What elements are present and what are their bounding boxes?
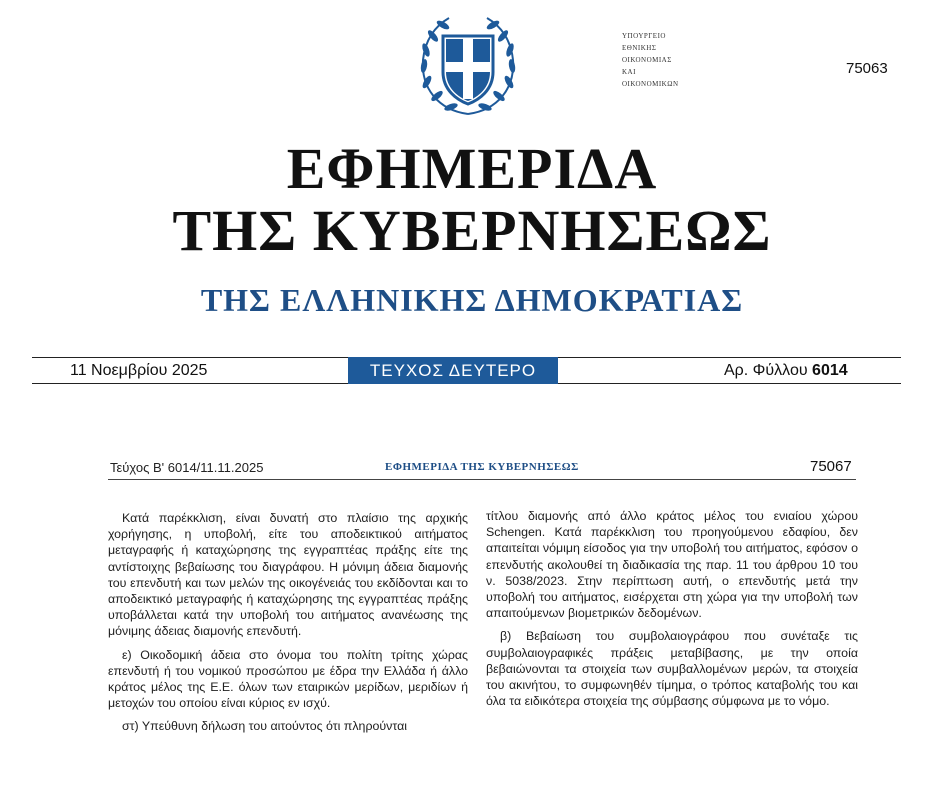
running-header-page-number: 75067: [810, 458, 852, 475]
running-header-issue: Τεύχος Β' 6014/11.11.2025: [110, 460, 264, 475]
issue-date: 11 Νοεμβρίου 2025: [70, 362, 208, 379]
ministry-name: [622, 30, 679, 90]
ministry-line: ΚΑΙ: [622, 68, 636, 76]
paragraph: στ) Υπεύθυνη δήλωση του αιτούντος ότι πληρούνται: [122, 719, 407, 734]
ministry-line: ΟΙΚΟΝΟΜΙΚΩΝ: [622, 80, 679, 88]
text-column-right: [486, 508, 858, 716]
sheet-number-label: Αρ. Φύλλου: [724, 362, 808, 379]
issue-series-badge: ΤΕΥΧΟΣ ΔΕΥΤΕΡΟ: [348, 357, 558, 384]
greek-emblem-icon: [413, 10, 523, 120]
sheet-number-value: 6014: [812, 362, 848, 379]
paragraph: ε) Οικοδομική άδεια στο όνομα του πολίτη τρίτης χώρας επενδυτή ή του νομικού προσώπου με έδρα την Ελλάδα ή άλλο κράτος μέλος της Ε.Ε. όλων των εταιρικών μερίδων, μεριδίων ή μετοχών του οποίου είναι κύριος εν ισχύ.: [108, 647, 468, 711]
running-header-title: ΕΦΗΜΕΡΙΔΑ ΤΗΣ ΚΥΒΕΡΝΗΣΕΩΣ: [385, 461, 579, 473]
running-header-rule: [108, 479, 856, 480]
paragraph: Κατά παρέκκλιση, είναι δυνατή στο πλαίσιο της αρχικής χορήγησης, η υποβολή, είτε του αποδεικτικού αιτήματος μεταγραφής ή καταχώρησης της εγγραπτέας πράξης είτε της αντίστοιχης βεβαίωσης του διαγράφου. Η μόνιμη άδεια διαμονής του επενδυτή και των μελών της οικογένειάς του εκδίδονται και το αποδεικτικό μεταγραφής ή καταχώρησης της εγγραπτέας πράξης υποβάλλεται κατά την υποβολή του αιτήματος ανανέωσης της μόνιμης άδειας διαμονής επενδυτή.: [108, 511, 468, 639]
ministry-line: ΥΠΟΥΡΓΕΙΟ: [622, 32, 666, 40]
paragraph: β) Βεβαίωση του συμβολαιογράφου που συνέταξε τις συμβολαιογραφικές πράξεις μεταβίβασης, με την οποία βεβαιώνονται τα στοιχεία των συμβαλλομένων μερών, τα στοιχεία του ακινήτου, το συμφωνηθέν τίμημα, ο τρόπος καταβολής του και όλα τα ειδικότερα στοιχεία της σύμβασης σύμφωνα με το νόμο.: [486, 629, 858, 709]
sheet-number: [724, 361, 848, 381]
ministry-line: ΕΘΝΙΚΗΣ: [622, 44, 657, 52]
text-column-left: [108, 510, 468, 742]
masthead-title-line2: ΤΗΣ ΚΥΒΕΡΝΗΣΕΩΣ: [172, 198, 772, 263]
masthead-subtitle: ΤΗΣ ΕΛΛΗΝΙΚΗΣ ΔΗΜΟΚΡΑΤΙΑΣ: [200, 282, 744, 318]
paragraph: τίτλου διαμονής από άλλο κράτος μέλος του ενιαίου χώρου Schengen. Κατά παρέκκλιση του προηγούμενου εδαφίου, δεν απαιτείται νόμιμη είσοδος για την υποβολή του αιτήματος, εφόσον ο επενδυτής ακολουθεί τη διαδικασία της παρ. 11 του άρθρου 10 του ν. 5038/2023. Στην περίπτωση αυτή, ο επενδυτής μετά την υποβολή του αιτήματος, εισέρχεται στη χώρα για την υποβολή των απαιτούμενων βιομετρικών δεδομένων.: [486, 509, 858, 621]
ministry-line: ΟΙΚΟΝΟΜΙΑΣ: [622, 56, 672, 64]
top-page-number: 75063: [846, 60, 888, 77]
masthead-title-line1: ΕΦΗΜΕΡΙΔΑ: [286, 136, 658, 201]
